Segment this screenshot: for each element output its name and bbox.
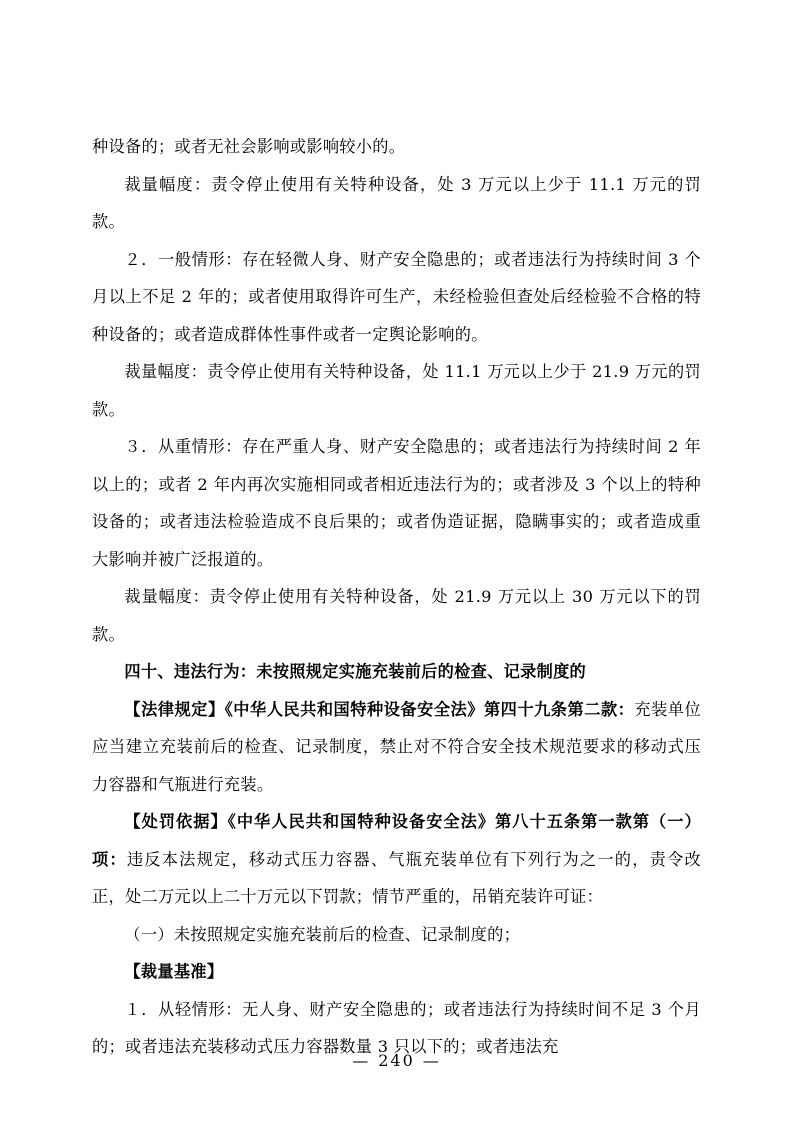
- section-heading-forty: 四十、违法行为：未按照规定实施充装前后的检查、记录制度的: [124, 662, 587, 681]
- legal-basis-paragraph: [92, 691, 701, 804]
- footer-dash-right: —: [422, 1051, 441, 1070]
- document-body: [92, 128, 701, 1066]
- penalty-basis-paragraph: [92, 803, 701, 916]
- paragraph-case-2: ２．一般情形：存在轻微人身、财产安全隐患的；或者违法行为持续时间 3 个月以上不足 2 年的；或者使用取得许可生产，未经检验但查处后经检验不合格的特种设备的；或者造成群体性事件或者一定舆论影响的。: [92, 249, 701, 344]
- penalty-basis-label: 【处罚依据】: [124, 812, 228, 831]
- page-footer: [0, 1051, 793, 1070]
- discretion-standard-label-text: 【裁量基准】: [124, 962, 224, 981]
- penalty-basis-item-one: （一）未按照规定实施充装前后的检查、记录制度的；: [124, 924, 521, 944]
- discretion-standard-item-one: １．从轻情形：无人身、财产安全隐患的；或者违法行为持续时间不足 3 个月的；或者违法充装移动式压力容器数量 3 只以下的；或者违法充: [92, 999, 701, 1056]
- discretion-standard-label: [92, 953, 701, 991]
- paragraph-continuation: 种设备的；或者无社会影响或影响较小的。: [92, 137, 406, 156]
- footer-dash-left: —: [352, 1051, 371, 1070]
- paragraph-discretion-range-1: 裁量幅度：责令停止使用有关特种设备，处 3 万元以上少于 11.1 万元的罚款。: [92, 174, 701, 231]
- legal-basis-body: 充装单位应当建立充装前后的检查、记录制度，禁止对不符合安全技术规范要求的移动式压力容器和气瓶进行充装。: [92, 699, 701, 794]
- penalty-basis-citation: 《中华人民共和国特种设备安全法》第八十五条第一款第（一）项：: [92, 812, 701, 869]
- paragraph-case-3: ３．从重情形：存在严重人身、财产安全隐患的；或者违法行为持续时间 2 年以上的；或者 2 年内再次实施相同或者相近违法行为的；或者涉及 3 个以上的特种设备的；或者违法检验造成不良后果的；或者伪造证据，隐瞒事实的；或者造成重大影响并被广泛报道的。: [92, 437, 701, 569]
- legal-basis-citation: 《中华人民共和国特种设备安全法》第四十九条第二款：: [224, 699, 635, 719]
- penalty-basis-body: 违反本法规定，移动式压力容器、气瓶充装单位有下列行为之一的，责令改正，处二万元以上二十万元以下罚款；情节严重的，吊销充装许可证：: [92, 849, 701, 906]
- paragraph-discretion-range-3: 裁量幅度：责令停止使用有关特种设备，处 21.9 万元以上 30 万元以下的罚款。: [92, 587, 701, 644]
- legal-basis-label: 【法律规定】: [124, 699, 225, 719]
- page-number: 240: [378, 1051, 415, 1070]
- paragraph-discretion-range-2: 裁量幅度：责令停止使用有关特种设备，处 11.1 万元以上少于 21.9 万元的罚款。: [92, 362, 701, 419]
